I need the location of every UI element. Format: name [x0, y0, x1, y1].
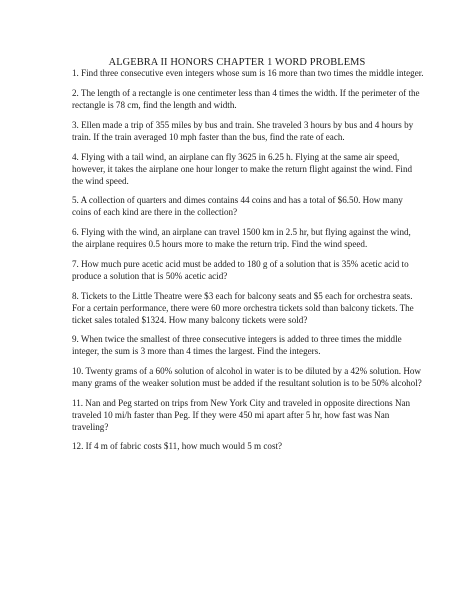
- problem-10: [72, 366, 440, 390]
- problem-line: many grams of the weaker solution must be added if the resultant solution is to be 50% alcohol?: [72, 377, 422, 388]
- problem-line: For a certain performance, there were 60 more orchestra tickets sold than balcony tickets. The: [72, 302, 414, 313]
- problem-line: 3. Ellen made a trip of 355 miles by bus and train. She traveled 3 hours by bus and 4 hours by: [72, 120, 414, 130]
- problem-8: [72, 291, 440, 326]
- worksheet-title: ALGEBRA II HONORS CHAPTER 1 WORD PROBLEMS: [108, 57, 366, 68]
- problem-2: [72, 88, 440, 112]
- problem-line: 4. Flying with a tail wind, an airplane can fly 3625 in 6.25 h. Flying at the same air speed,: [72, 152, 400, 162]
- problem-line: 7. How much pure acetic acid must be added to 180 g of a solution that is 35% acetic acid to: [72, 259, 409, 269]
- problem-5: [72, 195, 440, 219]
- problem-line: however, it takes the airplane one hour longer to make the return flight against the wind. Find: [72, 163, 413, 174]
- problem-line: train. If the train averaged 10 mph faster than the bus, find the rate of each.: [72, 131, 345, 142]
- problem-line: 2. The length of a rectangle is one centimeter less than 4 times the width. If the perimeter of the: [72, 88, 420, 98]
- problem-line: 1. Find three consecutive even integers whose sum is 16 more than two times the middle integer.: [72, 68, 424, 78]
- problem-1: [72, 68, 440, 80]
- problem-line: 9. When twice the smallest of three consecutive integers is added to three times the middle: [72, 334, 402, 344]
- problem-7: [72, 259, 440, 283]
- problem-line: integer, the sum is 3 more than 4 times the largest. Find the integers.: [72, 345, 321, 356]
- problem-line: 11. Nan and Peg started on trips from New York City and traveled in opposite directions Nan: [72, 398, 411, 408]
- problem-12: [72, 441, 440, 453]
- problem-line: produce a solution that is 50% acetic acid?: [72, 270, 228, 281]
- problem-line: 10. Twenty grams of a 60% solution of alcohol in water is to be diluted by a 42% solution. How: [72, 366, 421, 376]
- problem-line: rectangle is 78 cm, find the length and width.: [72, 99, 237, 110]
- problem-line: coins of each kind are there in the collection?: [72, 206, 238, 217]
- problem-line: ticket sales totaled $1324. How many balcony tickets were sold?: [72, 314, 308, 325]
- problem-4: [72, 152, 440, 187]
- problem-6: [72, 227, 440, 251]
- problem-11: [72, 398, 440, 433]
- problem-line: 6. Flying with the wind, an airplane can travel 1500 km in 2.5 hr, but flying against the wind,: [72, 227, 411, 237]
- problem-line: traveled 10 mi/h faster than Peg. If they were 450 mi apart after 5 hr, how fast was Nan: [72, 409, 390, 420]
- problem-line: 12. If 4 m of fabric costs $11, how much would 5 m cost?: [72, 441, 283, 451]
- problem-line: the airplane requires 0.5 hours more to make the return trip. Find the wind speed.: [72, 238, 368, 249]
- problem-line: 8. Tickets to the Little Theatre were $3 each for balcony seats and $5 each for orchestra seats.: [72, 291, 413, 301]
- problem-line: traveling?: [72, 421, 109, 432]
- problem-line: the wind speed.: [72, 175, 129, 186]
- problem-9: [72, 334, 440, 358]
- problem-line: 5. A collection of quarters and dimes contains 44 coins and has a total of $6.50. How many: [72, 195, 403, 205]
- problem-3: [72, 120, 440, 144]
